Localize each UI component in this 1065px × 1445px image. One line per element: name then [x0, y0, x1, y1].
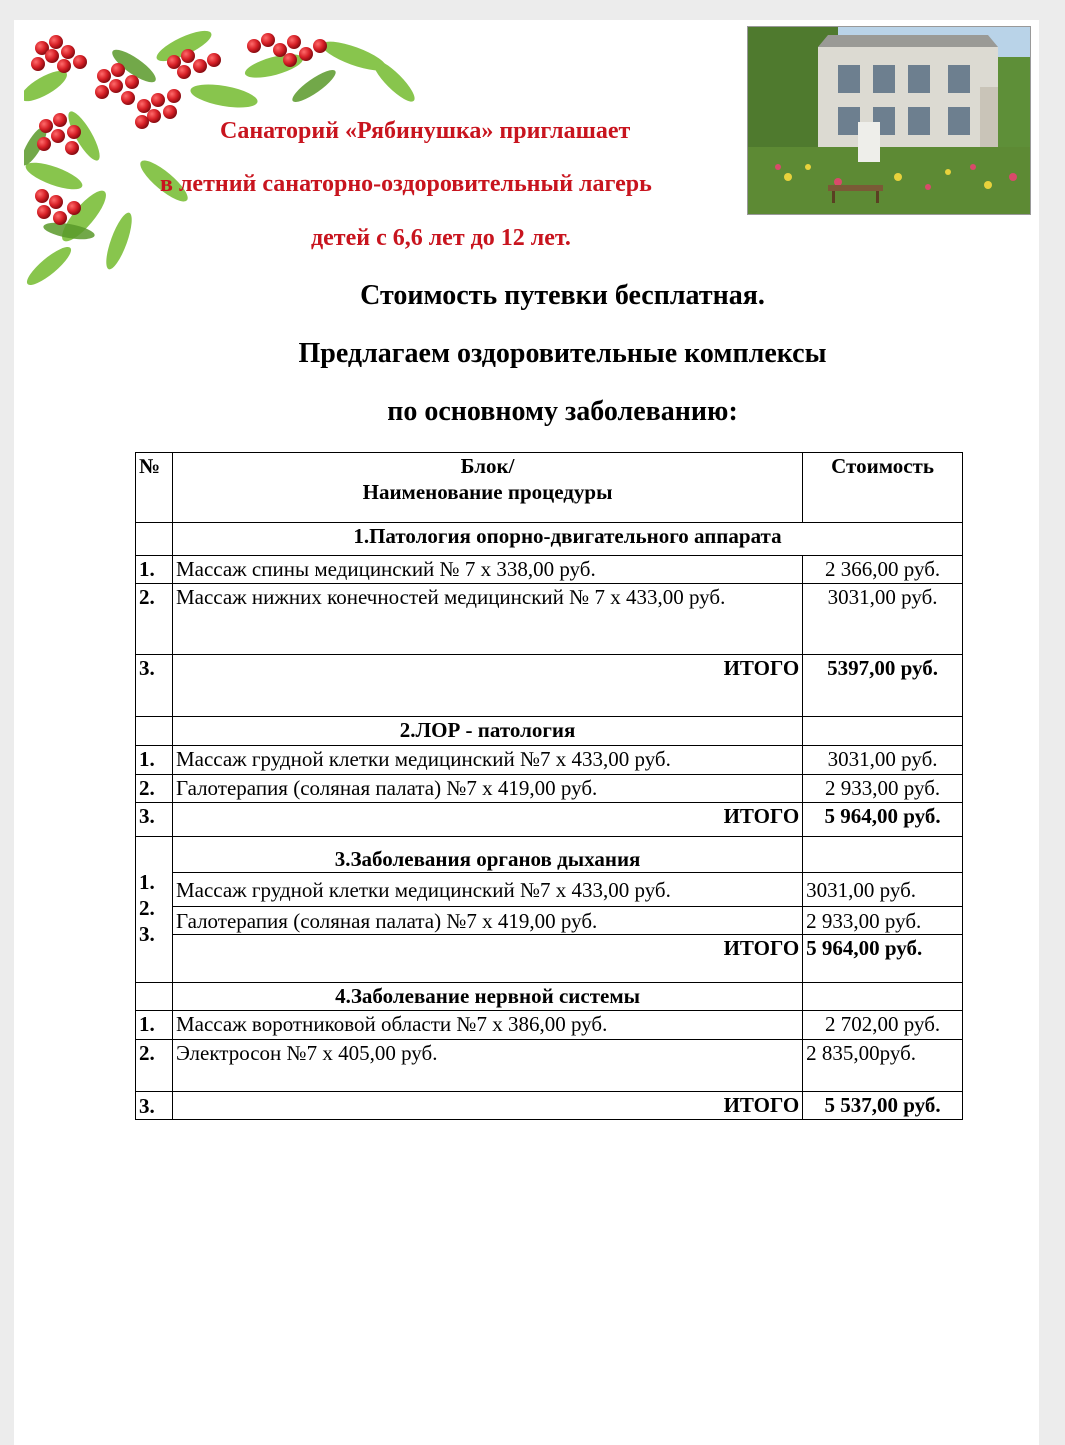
table-row: [136, 775, 963, 803]
row-number: 1.: [136, 556, 173, 584]
procedure-name: Массаж воротниковой области №7 х 386,00 руб.: [172, 1011, 802, 1040]
row-number: 3.: [136, 655, 173, 717]
table-row: [136, 873, 963, 907]
procedure-price: 2 835,00руб.: [803, 1040, 963, 1092]
table-row: [136, 584, 963, 655]
section-title: 4.Заболевание нервной системы: [172, 983, 802, 1011]
total-label: ИТОГО: [172, 655, 802, 717]
row-number: 3.: [136, 1092, 173, 1120]
total-label: ИТОГО: [172, 803, 802, 837]
section-title-row: [136, 837, 963, 873]
row-number: 1.: [136, 1011, 173, 1040]
header-line-camp: в летний санаторно-оздоровительный лагерь: [160, 171, 652, 197]
table-row: [136, 556, 963, 584]
section-title-row: [136, 983, 963, 1011]
total-row: [136, 935, 963, 983]
header-line-age: детей с 6,6 лет до 12 лет.: [311, 225, 571, 251]
empty-cell: [803, 837, 963, 873]
section-title: 2.ЛОР - патология: [172, 717, 802, 746]
section-title: 1.Патология опорно-двигательного аппарата: [172, 523, 962, 556]
procedure-price: 3031,00 руб.: [803, 746, 963, 775]
procedure-name: Массаж нижних конечностей медицинский № 7 х 433,00 руб.: [172, 584, 802, 655]
row-numbers-merged: [136, 837, 173, 983]
procedure-price: 2 933,00 руб.: [803, 907, 963, 935]
row-number: 2.: [136, 584, 173, 655]
document-page: [14, 20, 1039, 1445]
section-title: 3.Заболевания органов дыхания: [172, 837, 802, 873]
col-header-name: [172, 453, 802, 523]
procedure-name: Галотерапия (соляная палата) №7 х 419,00 руб.: [172, 907, 802, 935]
table-row: [136, 1040, 963, 1092]
total-row: [136, 1092, 963, 1120]
header-line-offer: Предлагаем оздоровительные комплексы: [298, 338, 827, 369]
empty-cell: [136, 717, 173, 746]
procedure-price: 3031,00 руб.: [803, 873, 963, 907]
procedure-price: 2 366,00 руб.: [803, 556, 963, 584]
empty-cell: [136, 523, 173, 556]
total-label: ИТОГО: [172, 1092, 802, 1120]
table-row: [136, 907, 963, 935]
total-price: 5 964,00 руб.: [803, 803, 963, 837]
section-title-row: [136, 717, 963, 746]
total-price: 5 537,00 руб.: [803, 1092, 963, 1120]
total-row: [136, 803, 963, 837]
section-title-row: [136, 523, 963, 556]
col-header-number: №: [136, 453, 173, 523]
row-number: 2.: [136, 1040, 173, 1092]
row-number: 1.: [136, 746, 173, 775]
header-line-invitation: Санаторий «Рябинушка» приглашает: [220, 118, 631, 144]
row-number: 3.: [139, 922, 155, 946]
table-header-row: [136, 453, 963, 523]
price-table: [135, 452, 963, 1120]
procedure-price: 2 702,00 руб.: [803, 1011, 963, 1040]
table-row: [136, 746, 963, 775]
table-row: [136, 1011, 963, 1040]
sanatorium-building-photo: [747, 26, 1031, 215]
row-number: 2.: [136, 775, 173, 803]
total-row: [136, 655, 963, 717]
empty-cell: [803, 717, 963, 746]
procedure-price: 3031,00 руб.: [803, 584, 963, 655]
col-header-name-line2: Наименование процедуры: [362, 480, 613, 504]
total-price: 5397,00 руб.: [803, 655, 963, 717]
col-header-price: Стоимость: [803, 453, 963, 523]
procedure-name: Электросон №7 х 405,00 руб.: [172, 1040, 802, 1092]
procedure-name: Массаж спины медицинский № 7 х 338,00 руб.: [172, 556, 802, 584]
empty-cell: [803, 983, 963, 1011]
row-number: 2.: [139, 896, 155, 920]
procedure-name: Массаж грудной клетки медицинский №7 х 433,00 руб.: [172, 873, 802, 907]
procedure-price: 2 933,00 руб.: [803, 775, 963, 803]
total-label: ИТОГО: [172, 935, 802, 983]
header-line-disease: по основному заболеванию:: [387, 396, 738, 427]
row-number: 1.: [139, 870, 155, 894]
empty-cell: [136, 983, 173, 1011]
col-header-name-line1: Блок/: [460, 454, 515, 478]
header-line-free: Стоимость путевки бесплатная.: [360, 280, 765, 311]
row-number: 3.: [136, 803, 173, 837]
procedure-name: Галотерапия (соляная палата) №7 х 419,00 руб.: [172, 775, 802, 803]
total-price: 5 964,00 руб.: [803, 935, 963, 983]
procedure-name: Массаж грудной клетки медицинский №7 х 433,00 руб.: [172, 746, 802, 775]
